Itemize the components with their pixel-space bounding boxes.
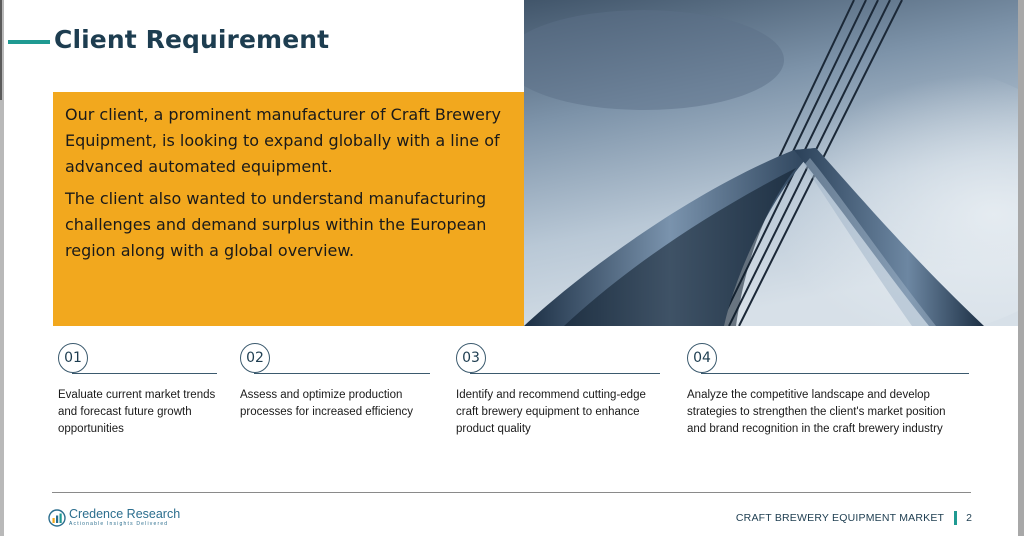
window-right-frame	[1018, 0, 1024, 536]
bridge-photo	[524, 0, 1018, 326]
market-label: CRAFT BREWERY EQUIPMENT MARKET	[735, 512, 945, 524]
slide-title: Client Requirement	[54, 25, 330, 54]
logo-tagline: Actionable Insights Delivered	[69, 521, 169, 527]
footer-divider	[52, 492, 971, 493]
step-number-badge: 01	[58, 343, 88, 373]
step-rule	[470, 373, 660, 374]
intro-paragraph-2: The client also wanted to understand manufacturing challenges and demand surplus within the European region along with a global overview.	[65, 189, 487, 260]
credence-logo	[48, 508, 180, 527]
step-rule	[701, 373, 969, 374]
step-number-badge: 03	[456, 343, 486, 373]
step-text: Assess and optimize production processes for increased efficiency	[240, 389, 414, 418]
step-rule	[254, 373, 430, 374]
footer-info	[736, 511, 972, 525]
step-text: Analyze the competitive landscape and develop strategies to strengthen the client's market position and brand recognition in the craft brewery industry	[687, 389, 946, 435]
bridge-illustration	[524, 0, 1018, 326]
window-edge	[0, 0, 2, 100]
logo-name: Credence Research	[69, 507, 181, 521]
slide	[4, 0, 1018, 536]
page-number: 2	[966, 512, 972, 524]
intro-paragraph-1: Our client, a prominent manufacturer of Craft Brewery Equipment, is looking to expand globally with a line of advanced automated equipment.	[65, 105, 501, 176]
step-number-badge: 02	[240, 343, 270, 373]
step-rule	[72, 373, 217, 374]
step-text: Evaluate current market trends and forecast future growth opportunities	[58, 389, 216, 435]
title-accent-line	[8, 40, 50, 44]
credence-logo-icon	[48, 509, 66, 527]
footer-accent-bar	[954, 511, 957, 525]
step-text: Identify and recommend cutting-edge craft brewery equipment to enhance product quality	[456, 389, 646, 435]
step-number-badge: 04	[687, 343, 717, 373]
intro-box	[53, 92, 524, 326]
